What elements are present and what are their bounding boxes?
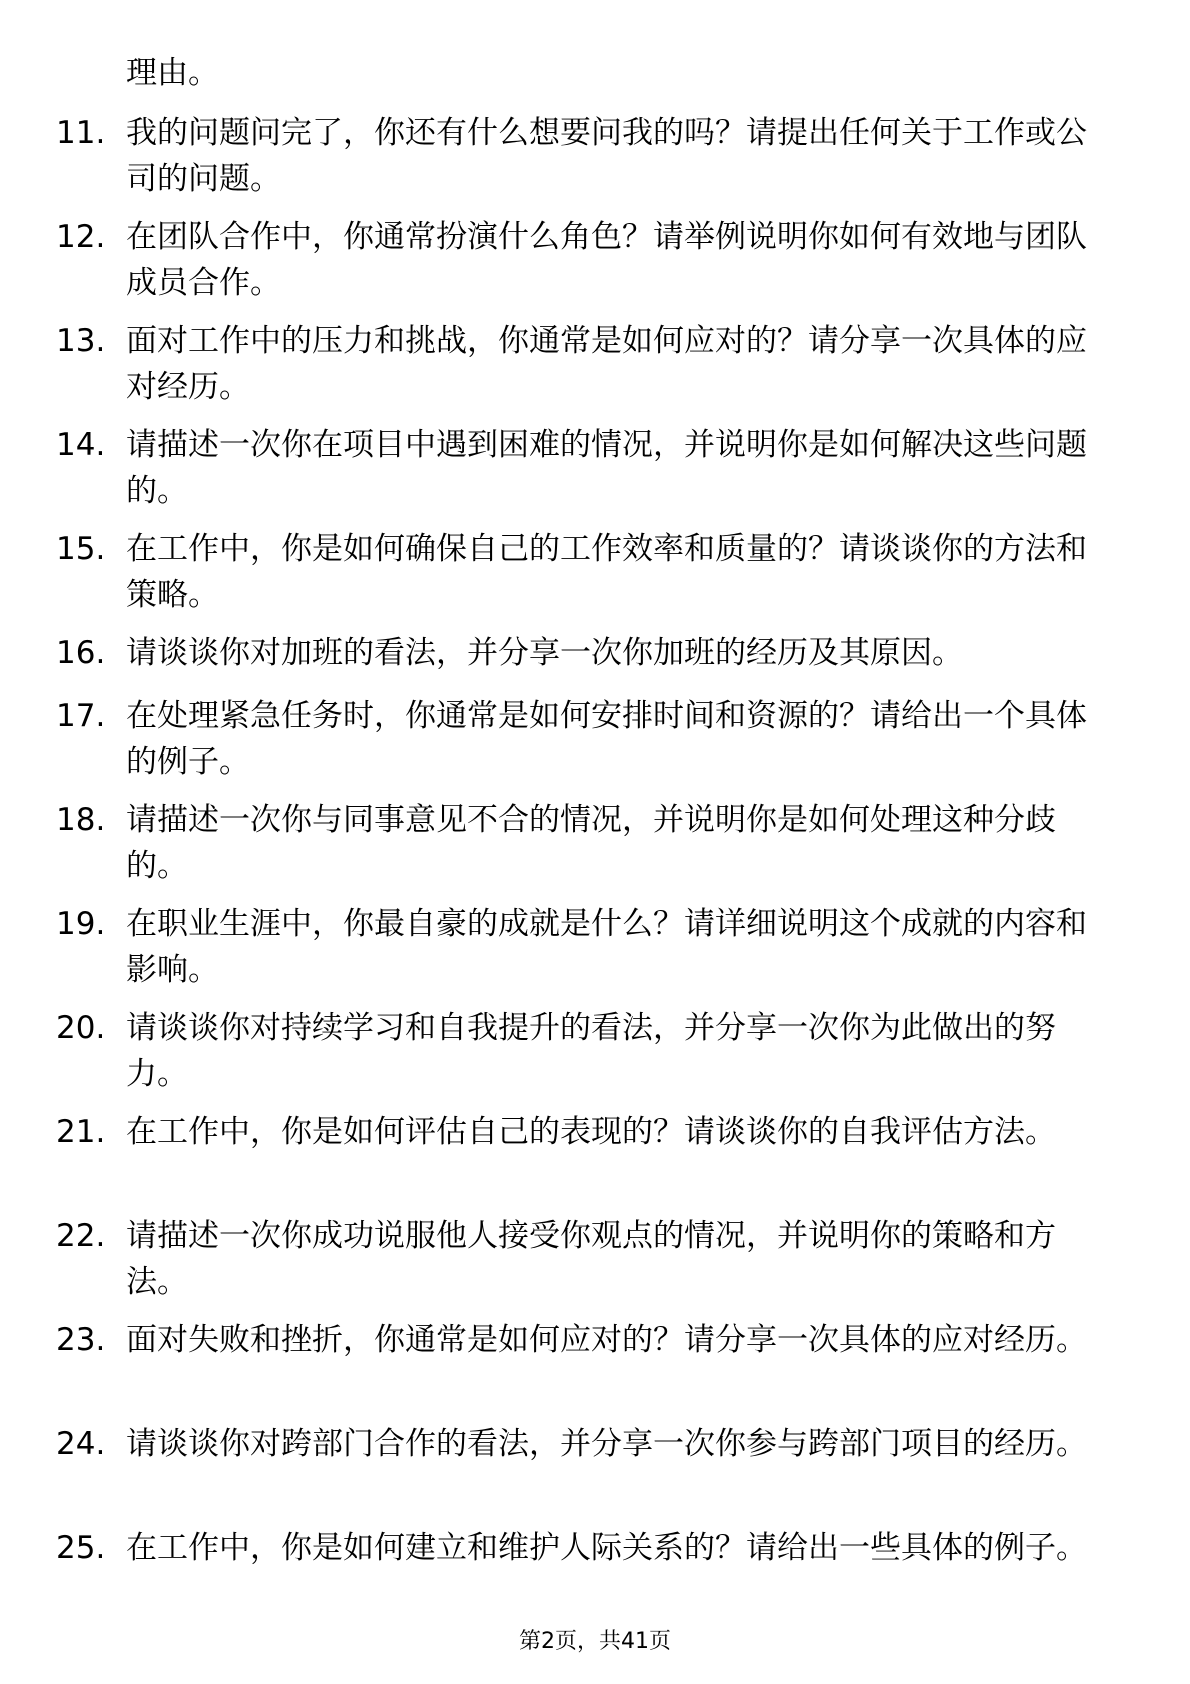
question-item [0,901,1190,1005]
question-number: 18. [56,802,106,838]
question-text: 我的问题问完了，你还有什么想要问我的吗？请提出任何关于工作或公司的问题。 [126,115,1087,197]
question-number: 17. [56,698,106,734]
question-item [0,318,1190,422]
question-number: 13. [56,323,106,359]
question-number: 25. [56,1530,106,1566]
question-item [0,1213,1190,1317]
question-number: 12. [56,219,106,255]
question-item [0,693,1190,797]
question-text: 请谈谈你对加班的看法，并分享一次你加班的经历及其原因。 [126,635,963,671]
continued-text: 理由。 [126,55,219,91]
question-text: 在处理紧急任务时，你通常是如何安排时间和资源的？请给出一个具体的例子。 [126,698,1087,780]
question-item [0,1525,1190,1629]
question-text: 面对工作中的压力和挑战，你通常是如何应对的？请分享一次具体的应对经历。 [126,323,1087,405]
question-item [0,797,1190,901]
question-item [0,1421,1190,1525]
question-number: 22. [56,1218,106,1254]
question-item [0,1109,1190,1213]
question-number: 21. [56,1114,106,1150]
question-item [0,630,1190,693]
question-text: 请描述一次你在项目中遇到困难的情况，并说明你是如何解决这些问题的。 [126,427,1087,509]
question-text: 在团队合作中，你通常扮演什么角色？请举例说明你如何有效地与团队成员合作。 [126,219,1087,301]
question-number: 16. [56,635,106,671]
question-number: 11. [56,115,106,151]
question-number: 24. [56,1426,106,1462]
question-item [0,214,1190,318]
question-number: 19. [56,906,106,942]
question-number: 23. [56,1322,106,1358]
question-number: 20. [56,1010,106,1046]
question-item [0,1005,1190,1109]
page-footer: 第2页，共41页 [519,1629,671,1654]
question-text: 请谈谈你对持续学习和自我提升的看法，并分享一次你为此做出的努力。 [126,1010,1056,1092]
question-text: 请描述一次你成功说服他人接受你观点的情况，并说明你的策略和方法。 [126,1218,1056,1300]
question-text: 在工作中，你是如何确保自己的工作效率和质量的？请谈谈你的方法和策略。 [126,531,1087,613]
question-text: 请描述一次你与同事意见不合的情况，并说明你是如何处理这种分歧的。 [126,802,1056,884]
question-number: 15. [56,531,106,567]
question-list [0,110,1190,1629]
question-text: 在职业生涯中，你最自豪的成就是什么？请详细说明这个成就的内容和影响。 [126,906,1087,988]
question-number: 14. [56,427,106,463]
question-text: 请谈谈你对跨部门合作的看法，并分享一次你参与跨部门项目的经历。 [126,1426,1087,1462]
question-text: 在工作中，你是如何评估自己的表现的？请谈谈你的自我评估方法。 [126,1114,1056,1150]
question-item [0,526,1190,630]
question-text: 在工作中，你是如何建立和维护人际关系的？请给出一些具体的例子。 [126,1530,1087,1566]
question-item [0,422,1190,526]
question-item [0,110,1190,214]
question-text: 面对失败和挫折，你通常是如何应对的？请分享一次具体的应对经历。 [126,1322,1087,1358]
question-item [0,1317,1190,1421]
